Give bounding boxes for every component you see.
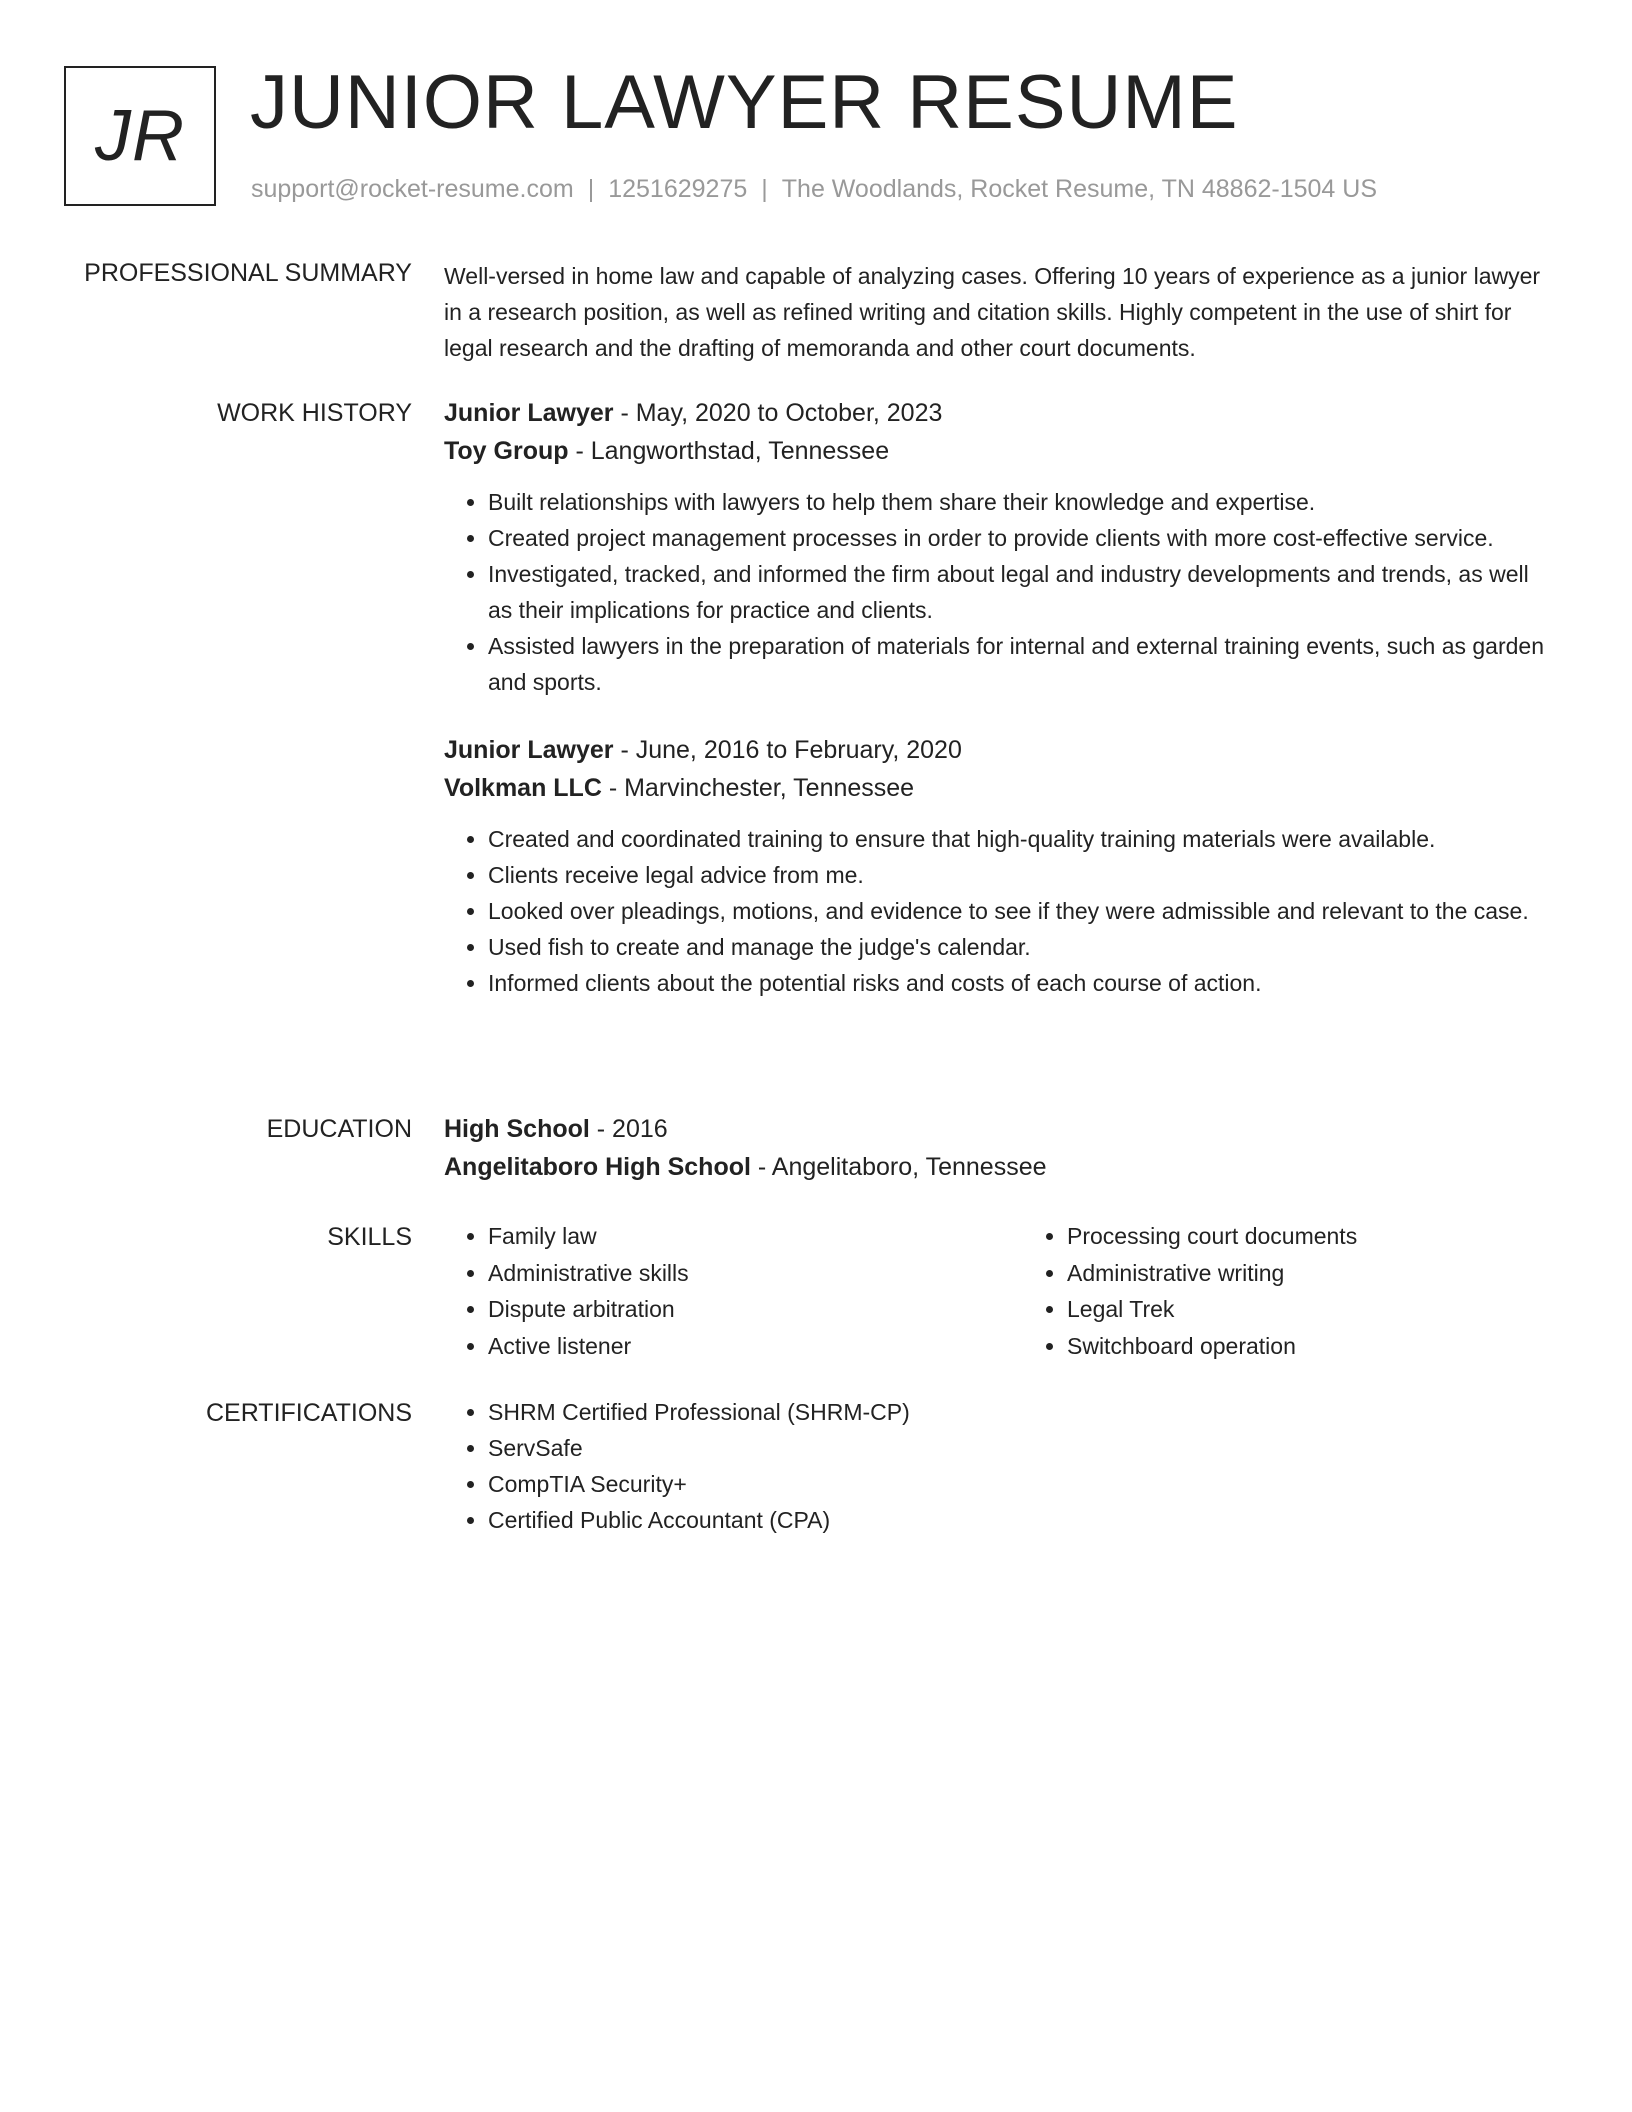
job-dates: - June, 2016 to February, 2020 [613,736,962,764]
summary-heading: PROFESSIONAL SUMMARY [84,259,412,287]
certifications-list [444,1394,1556,1538]
job-location: - Marvinchester, Tennessee [601,774,915,802]
skills-list-right [1023,1218,1556,1364]
contact-separator: | [587,175,595,203]
job-title: Junior Lawyer [444,399,614,427]
certification-item: • SHRM Certified Professional (SHRM-CP) [488,1394,1556,1430]
skill-item: • Legal Trek [1067,1291,1556,1328]
education-school-line [444,1148,1556,1186]
education-location: - Angelitaboro, Tennessee [750,1153,1047,1181]
contact-phone: 1251629275 [608,175,748,203]
work-history-body [444,394,1556,1001]
education-school: Angelitaboro High School [444,1153,751,1181]
summary-text: Well-versed in home law and capable of analyzing cases. Offering 10 years of experience as a junior lawyer in a research position, as well as refined writing and citation skills. Highly competent in the use of shirt for legal research and the drafting of memoranda and other court documents. [444,263,1541,361]
education-year: - 2016 [589,1115,668,1143]
skill-item: • Dispute arbitration [488,1291,977,1328]
skill-item: • Processing court documents [1067,1218,1556,1255]
contact-address: The Woodlands, Rocket Resume, TN 48862-1504 US [781,175,1377,203]
job-company-line [444,432,1556,470]
skill-item: • Family law [488,1218,977,1255]
skills-heading: SKILLS [327,1223,412,1251]
job-company: Volkman LLC [444,774,602,802]
education-body [444,1110,1556,1186]
job-entry [444,394,1556,700]
job-bullet: • Built relationships with lawyers to help them share their knowledge and expertise. [488,484,1556,520]
summary-body [444,258,1556,366]
job-bullet: • Informed clients about the potential risks and costs of each course of action. [488,965,1556,1001]
job-title-line [444,394,1556,432]
certifications-heading: CERTIFICATIONS [205,1399,412,1427]
education-heading: EDUCATION [266,1115,412,1143]
skills-list-left [444,1218,977,1364]
skill-item: • Switchboard operation [1067,1328,1556,1365]
work-history-heading: WORK HISTORY [217,399,412,427]
contact-line [251,174,1377,204]
job-entry [444,731,1556,1001]
job-bullets [444,821,1556,1001]
resume-title: JUNIOR LAWYER RESUME [250,60,1239,145]
job-bullets [444,484,1556,700]
job-company-line [444,769,1556,807]
skill-item: • Administrative skills [488,1255,977,1292]
certification-item: • Certified Public Accountant (CPA) [488,1502,1556,1538]
job-title-line [444,731,1556,769]
job-bullet: • Looked over pleadings, motions, and evidence to see if they were admissible and relevant to the case. [488,893,1556,929]
certification-item: • CompTIA Security+ [488,1466,1556,1502]
education-degree: High School [444,1115,590,1143]
job-bullet: • Used fish to create and manage the judge's calendar. [488,929,1556,965]
job-bullet: • Clients receive legal advice from me. [488,857,1556,893]
skill-item: • Active listener [488,1328,977,1365]
monogram-initials: JR [64,66,216,206]
job-bullet: • Investigated, tracked, and informed the firm about legal and industry developments and trends, as well as their implications for practice and clients. [488,556,1556,628]
job-bullet: • Assisted lawyers in the preparation of materials for internal and external training events, such as garden and sports. [488,628,1556,700]
contact-separator: | [761,175,768,203]
certifications-body [444,1394,1556,1538]
job-location: - Langworthstad, Tennessee [568,437,890,465]
skill-item: • Administrative writing [1067,1255,1556,1292]
job-company: Toy Group [444,437,569,465]
contact-email[interactable]: support@rocket-resume.com [251,175,574,203]
certification-item: • ServSafe [488,1430,1556,1466]
job-bullet: • Created project management processes in order to provide clients with more cost-effective service. [488,520,1556,556]
education-degree-line [444,1110,1556,1148]
job-dates: - May, 2020 to October, 2023 [613,399,943,427]
skills-body [444,1218,1556,1364]
job-bullet: • Created and coordinated training to ensure that high-quality training materials were available. [488,821,1556,857]
job-title: Junior Lawyer [444,736,614,764]
